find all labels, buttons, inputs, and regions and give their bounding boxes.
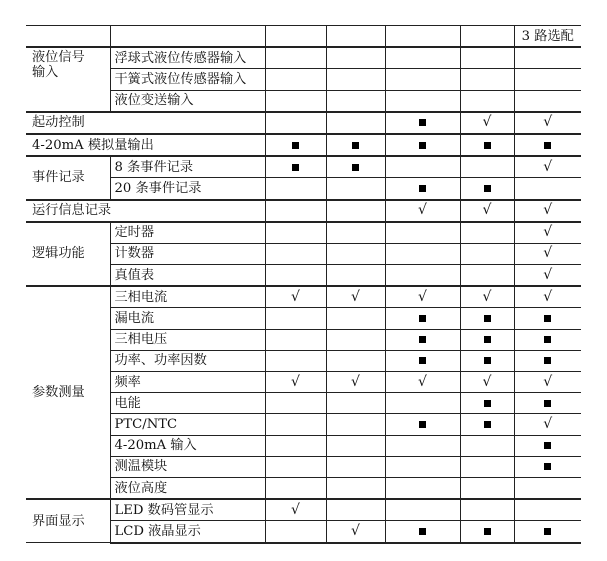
feature-label: 4-20mA 输入	[110, 435, 265, 456]
check-mark: √	[351, 522, 360, 539]
filled-square-mark	[419, 119, 426, 126]
filled-square-mark	[484, 142, 491, 149]
table-row	[26, 222, 581, 244]
feature-label: PTC/NTC	[110, 414, 265, 435]
mark-cell	[460, 308, 514, 329]
mark-cell	[514, 222, 581, 244]
table-row	[26, 477, 581, 499]
filled-square-mark	[484, 528, 491, 535]
check-mark: √	[351, 288, 360, 305]
table-row	[26, 286, 581, 308]
table-header-row	[26, 26, 581, 48]
mark-cell	[514, 265, 581, 287]
feature-label: 功率、功率因数	[110, 350, 265, 371]
filled-square-mark	[352, 164, 359, 171]
check-mark: √	[482, 288, 492, 305]
filled-square-mark	[419, 142, 426, 149]
mark-cell	[460, 134, 514, 156]
mark-cell	[385, 286, 460, 308]
mark-cell	[460, 521, 514, 543]
category-event-records: 事件记录	[26, 156, 110, 199]
filled-square-mark	[292, 142, 299, 149]
check-mark: √	[482, 202, 492, 219]
feature-label: 定时器	[110, 222, 265, 244]
filled-square-mark	[544, 357, 551, 364]
feature-label: 20 条事件记录	[110, 178, 265, 200]
table-row	[26, 435, 581, 456]
table-row	[26, 329, 581, 350]
mark-cell	[385, 414, 460, 435]
check-mark: √	[543, 373, 553, 390]
category-run-info: 运行信息记录	[26, 200, 265, 222]
check-mark: √	[418, 288, 427, 305]
mark-cell	[385, 112, 460, 134]
mark-cell	[326, 521, 385, 543]
feature-label: 频率	[110, 372, 265, 393]
table-row	[26, 90, 581, 112]
check-mark: √	[543, 202, 553, 219]
mark-cell	[514, 350, 581, 371]
header-model-label: 3 路选配	[514, 26, 581, 48]
mark-cell	[460, 350, 514, 371]
table-row	[26, 112, 581, 134]
table-row	[26, 178, 581, 200]
filled-square-mark	[484, 357, 491, 364]
mark-cell	[460, 393, 514, 414]
mark-cell	[460, 112, 514, 134]
header-cell	[385, 26, 460, 48]
filled-square-mark	[419, 528, 426, 535]
check-mark: √	[543, 158, 553, 175]
header-cell	[326, 26, 385, 48]
mark-cell	[514, 243, 581, 264]
mark-cell	[514, 134, 581, 156]
table-row	[26, 69, 581, 90]
table-row	[26, 393, 581, 414]
filled-square-mark	[352, 142, 359, 149]
mark-cell	[514, 414, 581, 435]
filled-square-mark	[484, 315, 491, 322]
mark-cell	[385, 200, 460, 222]
mark-cell	[326, 134, 385, 156]
mark-cell	[385, 350, 460, 371]
table-row	[26, 414, 581, 435]
mark-cell	[514, 372, 581, 393]
mark-cell	[326, 372, 385, 393]
filled-square-mark	[544, 528, 551, 535]
check-mark: √	[482, 114, 492, 131]
check-mark: √	[543, 224, 553, 241]
check-mark: √	[291, 288, 300, 305]
category-display: 界面显示	[26, 499, 110, 542]
filled-square-mark	[544, 336, 551, 343]
mark-cell	[514, 393, 581, 414]
table-row	[26, 200, 581, 222]
mark-cell	[460, 286, 514, 308]
mark-cell	[385, 308, 460, 329]
check-mark: √	[543, 114, 553, 131]
feature-label: 计数器	[110, 243, 265, 264]
header-cell	[460, 26, 514, 48]
header-cell	[110, 26, 265, 48]
mark-cell	[385, 521, 460, 543]
mark-cell	[326, 286, 385, 308]
mark-cell	[514, 112, 581, 134]
feature-label: 漏电流	[110, 308, 265, 329]
filled-square-mark	[544, 400, 551, 407]
feature-label: 干簧式液位传感器输入	[110, 69, 265, 90]
filled-square-mark	[419, 336, 426, 343]
filled-square-mark	[484, 421, 491, 428]
mark-cell	[460, 414, 514, 435]
mark-cell	[326, 156, 385, 178]
table-row	[26, 372, 581, 393]
category-level-input: 液位信号 输入	[26, 47, 110, 112]
check-mark: √	[418, 202, 427, 219]
table-row	[26, 350, 581, 371]
feature-label: LED 数码管显示	[110, 499, 265, 521]
mark-cell	[514, 456, 581, 477]
mark-cell	[385, 134, 460, 156]
mark-cell	[514, 435, 581, 456]
feature-label: 真值表	[110, 265, 265, 287]
check-mark: √	[291, 501, 300, 518]
check-mark: √	[482, 373, 492, 390]
mark-cell	[265, 286, 326, 308]
mark-cell	[265, 134, 326, 156]
feature-label: 浮球式液位传感器输入	[110, 47, 265, 69]
mark-cell	[514, 308, 581, 329]
mark-cell	[460, 372, 514, 393]
mark-cell	[514, 329, 581, 350]
filled-square-mark	[484, 336, 491, 343]
feature-matrix-table	[26, 25, 581, 544]
filled-square-mark	[544, 442, 551, 449]
table-row	[26, 265, 581, 287]
filled-square-mark	[484, 185, 491, 192]
mark-cell	[514, 286, 581, 308]
table-row	[26, 243, 581, 264]
category-logic: 逻辑功能	[26, 222, 110, 287]
mark-cell	[514, 521, 581, 543]
mark-cell	[460, 200, 514, 222]
mark-cell	[265, 499, 326, 521]
mark-cell	[514, 200, 581, 222]
filled-square-mark	[292, 164, 299, 171]
feature-label: 三相电压	[110, 329, 265, 350]
check-mark: √	[543, 245, 553, 262]
feature-label: LCD 液晶显示	[110, 521, 265, 543]
feature-label: 三相电流	[110, 286, 265, 308]
feature-label: 8 条事件记录	[110, 156, 265, 178]
check-mark: √	[418, 373, 427, 390]
table-row	[26, 456, 581, 477]
filled-square-mark	[544, 463, 551, 470]
check-mark: √	[543, 415, 553, 432]
mark-cell	[385, 178, 460, 200]
filled-square-mark	[419, 421, 426, 428]
table-row	[26, 47, 581, 69]
filled-square-mark	[544, 142, 551, 149]
header-cell	[265, 26, 326, 48]
check-mark: √	[543, 288, 553, 305]
check-mark: √	[291, 373, 300, 390]
mark-cell	[385, 372, 460, 393]
category-analog-output: 4-20mA 模拟量输出	[26, 134, 265, 156]
mark-cell	[460, 329, 514, 350]
check-mark: √	[351, 373, 360, 390]
filled-square-mark	[419, 185, 426, 192]
mark-cell	[265, 156, 326, 178]
category-start-control: 起动控制	[26, 112, 265, 134]
feature-label: 电能	[110, 393, 265, 414]
table-row	[26, 134, 581, 156]
mark-cell	[385, 329, 460, 350]
category-measurement: 参数测量	[26, 286, 110, 499]
feature-label: 测温模块	[110, 456, 265, 477]
mark-cell	[514, 156, 581, 178]
table-row	[26, 499, 581, 521]
mark-cell	[265, 372, 326, 393]
filled-square-mark	[419, 315, 426, 322]
feature-label: 液位高度	[110, 477, 265, 499]
table-row	[26, 521, 581, 543]
table-row	[26, 308, 581, 329]
check-mark: √	[543, 266, 553, 283]
filled-square-mark	[544, 315, 551, 322]
filled-square-mark	[484, 400, 491, 407]
feature-label: 液位变送输入	[110, 90, 265, 112]
header-cell	[26, 26, 110, 48]
table-row	[26, 156, 581, 178]
mark-cell	[460, 178, 514, 200]
filled-square-mark	[419, 357, 426, 364]
